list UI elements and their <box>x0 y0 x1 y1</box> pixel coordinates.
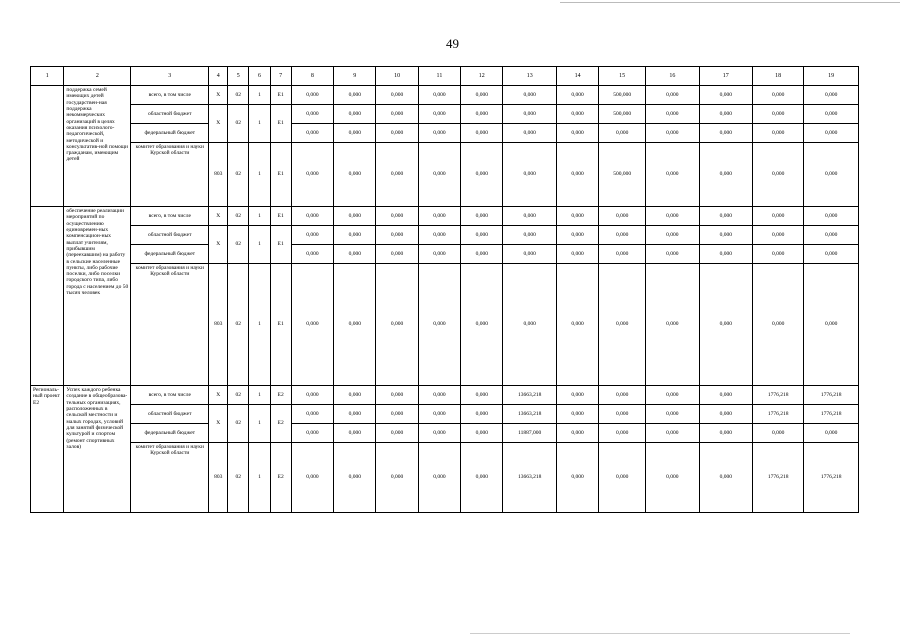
value-cell: 1776,218 <box>753 386 804 405</box>
value-cell: 0,000 <box>291 124 333 143</box>
value-cell: 0,000 <box>804 424 859 443</box>
table-row <box>31 86 859 105</box>
value-cell: 0,000 <box>646 386 699 405</box>
value-cell: 0,000 <box>556 86 598 105</box>
value-cell: 0,000 <box>291 245 333 264</box>
value-cell: 0,000 <box>753 264 804 386</box>
value-cell: 0,000 <box>334 124 376 143</box>
scan-edge-top <box>560 2 900 3</box>
value-cell: 0,000 <box>334 443 376 513</box>
value-cell: 0,000 <box>646 264 699 386</box>
value-cell: 13663,218 <box>503 443 556 513</box>
code-cell: X <box>209 207 228 226</box>
value-cell: 0,000 <box>556 386 598 405</box>
value-cell: 0,000 <box>418 105 460 124</box>
code-cell: 1 <box>249 105 270 143</box>
value-cell: 0,000 <box>334 143 376 207</box>
program-cell <box>31 86 64 207</box>
value-cell: 0,000 <box>291 386 333 405</box>
value-cell: 0,000 <box>646 86 699 105</box>
value-cell: 0,000 <box>418 386 460 405</box>
value-cell: 0,000 <box>376 86 418 105</box>
column-header: 6 <box>249 67 270 86</box>
value-cell: 0,000 <box>503 264 556 386</box>
measure-name-cell: обеспечение реализации мероприятий по осуществлению единовремен-ных компенсацион-ных выплат учителям, прибывшим (переехавшим) на работу в сельские населенные пункты, либо рабочие поселки, либо поселки городского типа, либо города с населением до 50 тысяч человек <box>64 207 131 386</box>
funding-source-cell: комитет образования и науки Курской области <box>131 443 209 513</box>
value-cell: 1776,218 <box>753 443 804 513</box>
value-cell: 0,000 <box>461 226 503 245</box>
code-cell: 02 <box>228 86 249 105</box>
column-header: 2 <box>64 67 131 86</box>
value-cell: 0,000 <box>699 86 752 105</box>
value-cell: 0,000 <box>418 424 460 443</box>
value-cell: 0,000 <box>646 105 699 124</box>
value-cell: 0,000 <box>461 443 503 513</box>
value-cell: 0,000 <box>418 443 460 513</box>
value-cell: 0,000 <box>804 245 859 264</box>
value-cell: 0,000 <box>804 264 859 386</box>
table-row <box>31 424 859 443</box>
header-row <box>31 67 859 86</box>
column-header: 13 <box>503 67 556 86</box>
value-cell: 0,000 <box>646 245 699 264</box>
code-cell: 1 <box>249 264 270 386</box>
value-cell: 0,000 <box>291 405 333 424</box>
value-cell: 0,000 <box>599 124 646 143</box>
column-header: 10 <box>376 67 418 86</box>
value-cell: 0,000 <box>599 264 646 386</box>
value-cell: 0,000 <box>599 405 646 424</box>
column-header: 11 <box>418 67 460 86</box>
value-cell: 0,000 <box>753 124 804 143</box>
program-cell: Региональ-ный проект Е2 <box>31 386 64 513</box>
value-cell: 1776,218 <box>804 405 859 424</box>
value-cell: 0,000 <box>503 245 556 264</box>
value-cell: 0,000 <box>699 386 752 405</box>
code-cell: 1 <box>249 86 270 105</box>
value-cell: 0,000 <box>461 143 503 207</box>
value-cell: 0,000 <box>291 226 333 245</box>
code-cell: 02 <box>228 207 249 226</box>
value-cell: 0,000 <box>334 245 376 264</box>
value-cell: 0,000 <box>376 405 418 424</box>
value-cell: 0,000 <box>461 105 503 124</box>
code-cell: 803 <box>209 264 228 386</box>
value-cell: 0,000 <box>646 443 699 513</box>
table-row <box>31 405 859 424</box>
budget-table-body <box>31 67 859 513</box>
value-cell: 0,000 <box>599 386 646 405</box>
column-header: 12 <box>461 67 503 86</box>
value-cell: 0,000 <box>753 86 804 105</box>
value-cell: 0,000 <box>334 386 376 405</box>
measure-name-cell: поддержка семей имеющих детей государствен-ная поддержка некоммерческих организаций в целях оказания психолого-педагогической, методической и консультатив-ной помощи гражданам, имеющим детей <box>64 86 131 207</box>
code-cell: 02 <box>228 405 249 443</box>
value-cell: 0,000 <box>556 226 598 245</box>
value-cell: 0,000 <box>804 86 859 105</box>
value-cell: 0,000 <box>804 105 859 124</box>
code-cell: E1 <box>270 143 291 207</box>
value-cell: 0,000 <box>334 424 376 443</box>
value-cell: 0,000 <box>461 124 503 143</box>
budget-table <box>30 66 859 513</box>
code-cell: 1 <box>249 386 270 405</box>
value-cell: 0,000 <box>646 207 699 226</box>
value-cell: 0,000 <box>376 226 418 245</box>
column-header: 7 <box>270 67 291 86</box>
value-cell: 0,000 <box>699 207 752 226</box>
value-cell: 0,000 <box>461 424 503 443</box>
value-cell: 0,000 <box>699 226 752 245</box>
value-cell: 0,000 <box>291 86 333 105</box>
value-cell: 0,000 <box>804 124 859 143</box>
funding-source-cell: областной бюджет <box>131 105 209 124</box>
program-cell <box>31 207 64 386</box>
value-cell: 0,000 <box>461 405 503 424</box>
value-cell: 0,000 <box>376 424 418 443</box>
column-header: 3 <box>131 67 209 86</box>
value-cell: 0,000 <box>753 245 804 264</box>
value-cell: 0,000 <box>503 226 556 245</box>
value-cell: 0,000 <box>334 405 376 424</box>
value-cell: 0,000 <box>556 124 598 143</box>
value-cell: 0,000 <box>646 405 699 424</box>
value-cell: 0,000 <box>599 207 646 226</box>
funding-source-cell: всего, в том числе <box>131 207 209 226</box>
value-cell: 0,000 <box>599 424 646 443</box>
value-cell: 0,000 <box>699 443 752 513</box>
value-cell: 0,000 <box>599 226 646 245</box>
funding-source-cell: всего, в том числе <box>131 86 209 105</box>
value-cell: 0,000 <box>503 124 556 143</box>
code-cell: 02 <box>228 386 249 405</box>
value-cell: 0,000 <box>461 245 503 264</box>
value-cell: 0,000 <box>376 105 418 124</box>
scan-edge-bottom <box>470 633 850 634</box>
value-cell: 0,000 <box>503 143 556 207</box>
table-row <box>31 207 859 226</box>
value-cell: 11887,000 <box>503 424 556 443</box>
value-cell: 0,000 <box>376 245 418 264</box>
code-cell: 1 <box>249 207 270 226</box>
value-cell: 0,000 <box>418 264 460 386</box>
value-cell: 0,000 <box>291 143 333 207</box>
value-cell: 0,000 <box>599 245 646 264</box>
funding-source-cell: комитет образования и науки Курской области <box>131 264 209 386</box>
code-cell: E2 <box>270 443 291 513</box>
value-cell: 0,000 <box>418 207 460 226</box>
value-cell: 0,000 <box>418 226 460 245</box>
value-cell: 0,000 <box>556 245 598 264</box>
value-cell: 0,000 <box>646 143 699 207</box>
column-header: 18 <box>753 67 804 86</box>
code-cell: 02 <box>228 143 249 207</box>
code-cell: 02 <box>228 264 249 386</box>
code-cell: 02 <box>228 443 249 513</box>
code-cell: 1 <box>249 405 270 443</box>
value-cell: 0,000 <box>503 207 556 226</box>
value-cell: 0,000 <box>699 264 752 386</box>
value-cell: 13663,218 <box>503 405 556 424</box>
value-cell: 0,000 <box>556 207 598 226</box>
funding-source-cell: федеральный бюджет <box>131 245 209 264</box>
code-cell: X <box>209 386 228 405</box>
value-cell: 0,000 <box>753 207 804 226</box>
column-header: 5 <box>228 67 249 86</box>
code-cell: 803 <box>209 443 228 513</box>
column-header: 14 <box>556 67 598 86</box>
code-cell: 1 <box>249 443 270 513</box>
value-cell: 0,000 <box>418 245 460 264</box>
value-cell: 0,000 <box>334 226 376 245</box>
value-cell: 0,000 <box>334 105 376 124</box>
code-cell: E1 <box>270 105 291 143</box>
code-cell: X <box>209 226 228 264</box>
code-cell: E1 <box>270 86 291 105</box>
value-cell: 500,000 <box>599 105 646 124</box>
value-cell: 0,000 <box>291 443 333 513</box>
value-cell: 0,000 <box>461 207 503 226</box>
table-row <box>31 443 859 513</box>
value-cell: 0,000 <box>804 226 859 245</box>
value-cell: 0,000 <box>418 405 460 424</box>
value-cell: 0,000 <box>291 207 333 226</box>
value-cell: 0,000 <box>804 207 859 226</box>
value-cell: 0,000 <box>461 264 503 386</box>
code-cell: E1 <box>270 226 291 264</box>
code-cell: 803 <box>209 143 228 207</box>
column-header: 17 <box>699 67 752 86</box>
value-cell: 0,000 <box>699 405 752 424</box>
value-cell: 0,000 <box>376 207 418 226</box>
value-cell: 0,000 <box>646 226 699 245</box>
table-row <box>31 143 859 207</box>
value-cell: 0,000 <box>334 86 376 105</box>
value-cell: 0,000 <box>556 405 598 424</box>
column-header: 9 <box>334 67 376 86</box>
value-cell: 0,000 <box>753 424 804 443</box>
column-header: 8 <box>291 67 333 86</box>
value-cell: 0,000 <box>804 143 859 207</box>
value-cell: 0,000 <box>376 124 418 143</box>
funding-source-cell: областной бюджет <box>131 405 209 424</box>
value-cell: 0,000 <box>291 264 333 386</box>
value-cell: 1776,218 <box>804 386 859 405</box>
funding-source-cell: областной бюджет <box>131 226 209 245</box>
value-cell: 0,000 <box>291 105 333 124</box>
value-cell: 0,000 <box>646 124 699 143</box>
value-cell: 0,000 <box>556 264 598 386</box>
column-header: 19 <box>804 67 859 86</box>
value-cell: 0,000 <box>753 143 804 207</box>
value-cell: 0,000 <box>376 386 418 405</box>
value-cell: 0,000 <box>376 143 418 207</box>
value-cell: 0,000 <box>461 386 503 405</box>
value-cell: 0,000 <box>418 86 460 105</box>
code-cell: 02 <box>228 226 249 264</box>
value-cell: 0,000 <box>646 424 699 443</box>
value-cell: 0,000 <box>418 143 460 207</box>
value-cell: 1776,218 <box>804 443 859 513</box>
value-cell: 0,000 <box>291 424 333 443</box>
funding-source-cell: комитет образования и науки Курской области <box>131 143 209 207</box>
value-cell: 1776,218 <box>753 405 804 424</box>
measure-name-cell: Успех каждого ребенка создание в общеобразова-тельных организациях, расположенных в сельской местности и малых городах, условий для занятий физической культурой и спортом (ремонт спортивных залов) <box>64 386 131 513</box>
value-cell: 0,000 <box>699 424 752 443</box>
value-cell: 0,000 <box>699 143 752 207</box>
funding-source-cell: федеральный бюджет <box>131 124 209 143</box>
table-row <box>31 124 859 143</box>
value-cell: 500,000 <box>599 143 646 207</box>
code-cell: 02 <box>228 105 249 143</box>
table-row <box>31 386 859 405</box>
code-cell: 1 <box>249 226 270 264</box>
code-cell: X <box>209 86 228 105</box>
code-cell: 1 <box>249 143 270 207</box>
table-row <box>31 264 859 386</box>
value-cell: 0,000 <box>753 226 804 245</box>
value-cell: 0,000 <box>503 86 556 105</box>
value-cell: 0,000 <box>556 424 598 443</box>
value-cell: 500,000 <box>599 86 646 105</box>
value-cell: 0,000 <box>699 105 752 124</box>
value-cell: 0,000 <box>753 105 804 124</box>
value-cell: 0,000 <box>376 443 418 513</box>
value-cell: 0,000 <box>699 124 752 143</box>
code-cell: E2 <box>270 386 291 405</box>
column-header: 1 <box>31 67 64 86</box>
value-cell: 0,000 <box>503 105 556 124</box>
code-cell: X <box>209 405 228 443</box>
code-cell: E2 <box>270 405 291 443</box>
page-number: 49 <box>446 36 459 51</box>
table-row <box>31 245 859 264</box>
column-header: 4 <box>209 67 228 86</box>
value-cell: 0,000 <box>461 86 503 105</box>
value-cell: 0,000 <box>699 245 752 264</box>
value-cell: 0,000 <box>418 124 460 143</box>
value-cell: 13663,218 <box>503 386 556 405</box>
value-cell: 0,000 <box>556 105 598 124</box>
table-row <box>31 105 859 124</box>
value-cell: 0,000 <box>556 443 598 513</box>
value-cell: 0,000 <box>599 443 646 513</box>
code-cell: X <box>209 105 228 143</box>
value-cell: 0,000 <box>334 207 376 226</box>
column-header: 15 <box>599 67 646 86</box>
table-row <box>31 226 859 245</box>
column-header: 16 <box>646 67 699 86</box>
value-cell: 0,000 <box>376 264 418 386</box>
funding-source-cell: федеральный бюджет <box>131 424 209 443</box>
funding-source-cell: всего, в том числе <box>131 386 209 405</box>
value-cell: 0,000 <box>334 264 376 386</box>
code-cell: E1 <box>270 207 291 226</box>
value-cell: 0,000 <box>556 143 598 207</box>
code-cell: E1 <box>270 264 291 386</box>
